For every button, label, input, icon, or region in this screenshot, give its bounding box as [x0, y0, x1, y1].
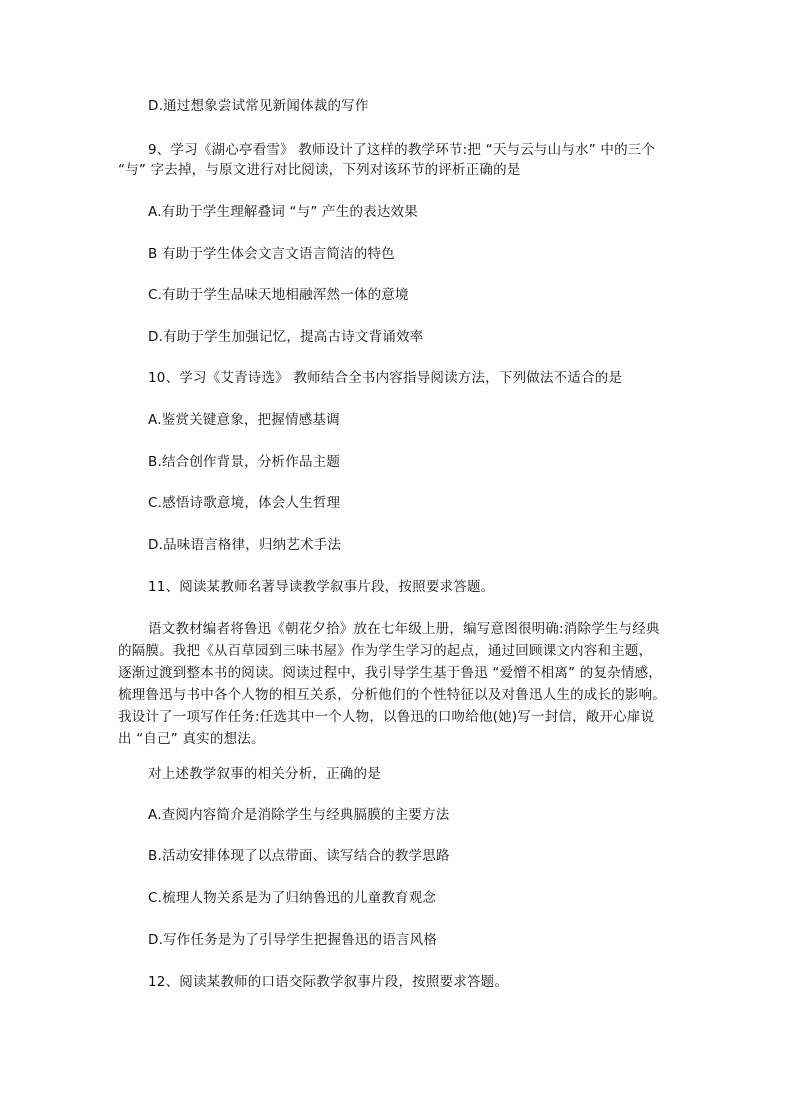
- q9-option-b: B 有助于学生体会文言文语言简洁的特色: [148, 246, 395, 262]
- q11-option-b: B.活动安排体现了以点带面、读写结合的教学思路: [148, 848, 450, 864]
- q12-stem: 12、阅读某教师的口语交际教学叙事片段，按照要求答题。: [148, 974, 509, 990]
- q9-option-a: A.有助于学生理解叠词 “与” 产生的表达效果: [148, 204, 418, 220]
- q11-passage-line: 我设计了一项写作任务:任选其中一个人物，以鲁迅的口吻给他(她)写一封信，敞开心扉说: [118, 709, 655, 725]
- q10-option-d: D.品味语言格律，归纳艺术手法: [148, 537, 342, 553]
- q11-option-c: C.梳理人物关系是为了归纳鲁迅的儿童教育观念: [148, 890, 437, 906]
- q11-stem: 11、阅读某教师名著导读教学叙事片段，按照要求答题。: [148, 579, 495, 595]
- q11-passage-line: 的隔膜。我把《从百草园到三味书屋》作为学生学习的起点，通过回顾课文内容和主题，: [118, 643, 653, 659]
- q11-question: 对上述教学叙事的相关分析，正确的是: [148, 766, 381, 782]
- q10-option-c: C.感悟诗歌意境，体会人生哲理: [148, 495, 341, 511]
- q9-option-c: C.有助于学生品味天地相融浑然一体的意境: [148, 287, 409, 303]
- q11-option-d: D.写作任务是为了引导学生把握鲁迅的语言风格: [148, 932, 438, 948]
- q9-stem-line2: “与” 字去掉，与原文进行对比阅读，下列对该环节的评析正确的是: [118, 162, 521, 178]
- q9-option-d: D.有助于学生加强记忆，提高古诗文背诵效率: [148, 329, 424, 345]
- q11-passage-line: 梳理鲁迅与书中各个人物的相互关系，分析他们的个性特征以及对鲁迅人生的成长的影响。: [118, 687, 666, 703]
- q11-passage: [118, 618, 673, 750]
- q11-passage-line: 语文教材编者将鲁迅《朝花夕拾》放在七年级上册，编写意图很明确:消除学生与经典: [148, 621, 660, 637]
- q10-option-b: B.结合创作背景，分析作品主题: [148, 454, 341, 470]
- q11-passage-line: 逐渐过渡到整本书的阅读。阅读过程中，我引导学生基于鲁迅 “爱憎不相离” 的复杂情感，: [118, 665, 662, 681]
- q9-stem-line1: 9、学习《湖心亭看雪》 教师设计了这样的教学环节:把 “天与云与山与水” 中的三个: [148, 142, 656, 158]
- q10-option-a: A.鉴赏关键意象，把握情感基调: [148, 412, 340, 428]
- q10-stem: 10、学习《艾青诗选》 教师结合全书内容指导阅读方法，下列做法不适合的是: [148, 370, 623, 386]
- q11-passage-line: 出 “自己” 真实的想法。: [118, 731, 265, 747]
- q11-option-a: A.查阅内容简介是消除学生与经典膈膜的主要方法: [148, 807, 450, 823]
- q8-option-d: D.通过想象尝试常见新闻体裁的写作: [148, 98, 369, 114]
